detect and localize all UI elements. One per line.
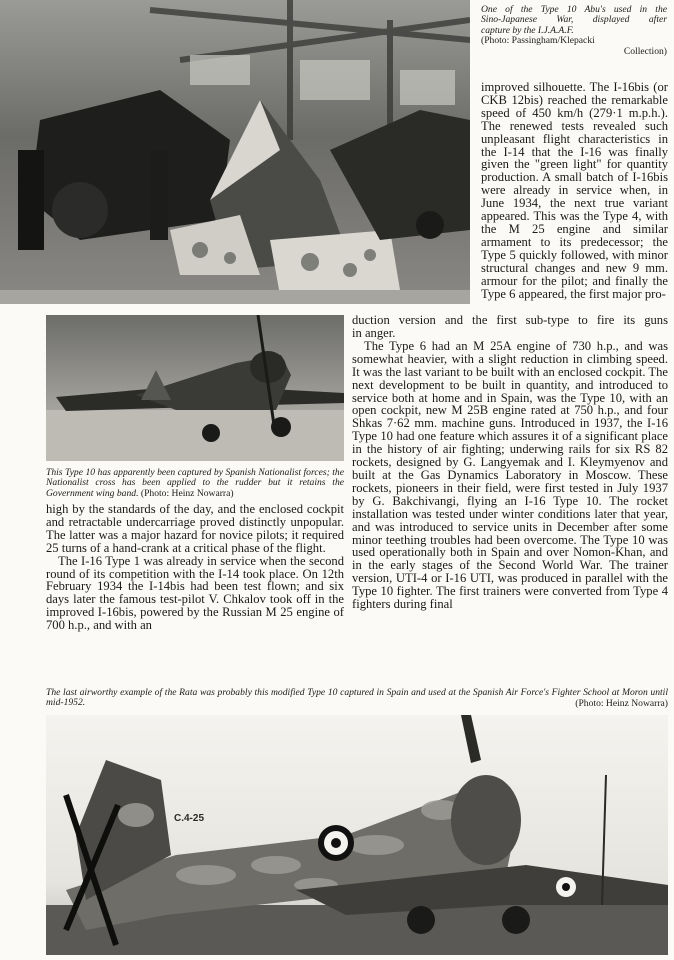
body-right-middle bbox=[352, 327, 668, 611]
caption-bottom bbox=[46, 688, 668, 709]
caption-middle-left-credit: (Photo: Heinz Nowarra) bbox=[140, 487, 234, 499]
caption-top-right-line-3: capture by the I.J.A.A.F. bbox=[481, 24, 574, 36]
body-right-p1-end: in anger. bbox=[352, 326, 396, 340]
aircraft-code-marking: C.4-25 bbox=[174, 813, 205, 824]
body-left-p1: high by the standards of the day, and the enclosed cockpit and retractable undercarriage proved distinctly unpopular. The latter was a major hazard for novice pilots; it required 25 turns of a hand-crank at a critical phase of the flight. bbox=[46, 502, 344, 555]
caption-top-right-credit-2: Collection) bbox=[623, 45, 667, 57]
caption-middle-left bbox=[46, 468, 344, 499]
body-right-top-paragraph: improved silhouette. The I-16bis (or CKB 12bis) reached the remarkable speed of 450 km/h (279·1 m.p.h.). The renewed tests revealed such unpleasant flight characteristics in the I-14 that the I-16 was finally given the "green light" for quantity production. A small batch of I-16bis were already in service when, in June 1934, the next true variant appeared. This was the Type 4, with the M 25 engine and similar armament to its predecessor; the Type 5 quickly followed, with minor structural changes and new 9 mm. armour for the pilot; and finally the Type 6 appeared, the first major pro- bbox=[481, 80, 668, 301]
caption-top-right-line-2: Sino-Japanese War, displayed after bbox=[481, 14, 667, 26]
photo-rata-moron bbox=[46, 715, 668, 955]
caption-bottom-text: The last airworthy example of the Rata was probably this modified Type 10 captured in Spain and used at the Spanish Air Force's Fighter School at Moron until mid-1952. bbox=[46, 687, 668, 709]
photo-captured-abus-hangar bbox=[0, 0, 470, 304]
caption-top-right bbox=[481, 5, 667, 57]
body-left-p2: The I-16 Type 1 was already in service when the second round of its competition with the I-14 took place. On 12th February 1934 the I-14bis had been test flown; and six days later the famous test-pilot V. Chkalov took off in the improved I-16bis, powered by the Russian M 25 engine of 700 h.p., and with an bbox=[46, 553, 344, 633]
caption-top-right-line-1: One of the Type 10 Abu's used in the bbox=[481, 4, 667, 15]
body-wide-line bbox=[352, 314, 668, 327]
body-wide-line-text: duction version and the first sub-type to fire its guns bbox=[352, 313, 668, 327]
body-left-lower bbox=[46, 503, 344, 632]
body-right-p2: The Type 6 had an M 25A engine of 730 h.p., and was somewhat heavier, with a slight reduction in climbing speed. It was the last variant to be built with an enclosed cockpit. The next development to be built in quantity, and introduced to service both at home and in Spain, was the Type 10, with an open cockpit, new M 25B engine rated at 750 h.p., and four Shkas 7·62 mm. machine guns. Introduced in 1937, the I-16 Type 10 had one feature which assures it of a significant place in the history of air fighting; underwing rails for six RS 82 rockets, designed by G. Langyemak and I. Kleymyenov and built at the Gas Dynamics Laboratory in Moscow. These rockets, pioneers in their field, were first tested in July 1937 by G. Bakchivangi, flying an I-16 Type 10. The rocket installation was tested under winter conditions later that year, and was introduced to service units in December after some minor teething troubles had been overcome. The Type 10 was used operationally both in Spain and over Nomon-Khan, and in the early stages of the Second World War. The trainer version, UTI-4 or I-16 UTI, was produced in parallel with the Type 10 fighter. The first trainers were converted from Type 4 fighters during final bbox=[352, 338, 668, 612]
caption-bottom-credit: (Photo: Heinz Nowarra) bbox=[575, 697, 668, 709]
caption-top-right-credit-1: (Photo: Passingham/Klepacki bbox=[481, 35, 595, 47]
caption-middle-left-text: This Type 10 has apparently been captured by Spanish Nationalist forces; the Nationalist cross has been applied to the rudder but it retains the Government wing band. bbox=[46, 467, 344, 499]
body-right-top bbox=[481, 81, 668, 300]
photo-nationalist-type10 bbox=[46, 315, 344, 461]
